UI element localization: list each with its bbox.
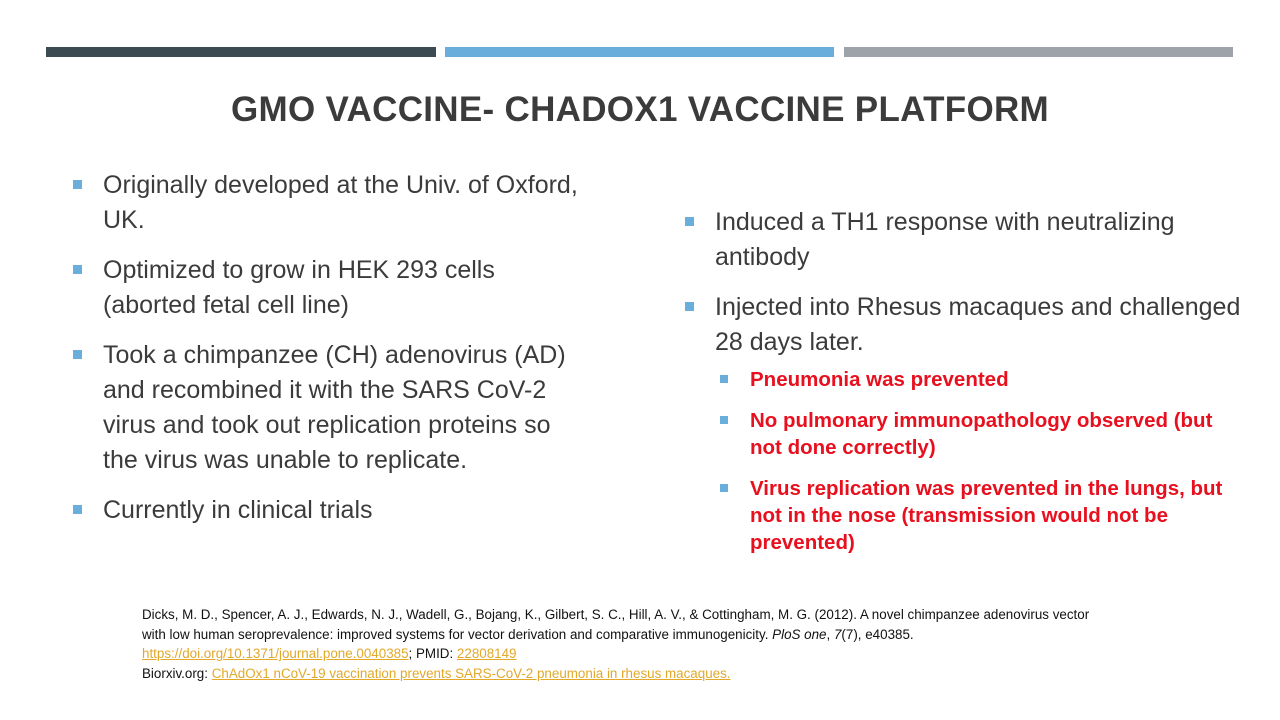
left-column bbox=[70, 168, 590, 543]
bullet-square-icon bbox=[73, 265, 82, 274]
bullet-text: Originally developed at the Univ. of Oxford, UK. bbox=[103, 171, 578, 234]
header-bar-blue bbox=[445, 47, 834, 57]
reference-citation: Dicks, M. D., Spencer, A. J., Edwards, N. J., Wadell, G., Bojang, K., Gilbert, S. C., Hill, A. V., & Cottingham, M. G. (2012). A novel chimpanzee adenovirus vector with low human seroprevalence: improved systems for vector derivation and comparative immunogenicity. bbox=[142, 607, 1090, 642]
header-bar-gray bbox=[844, 47, 1233, 57]
bullet-item bbox=[70, 168, 590, 238]
header-bar-dark bbox=[46, 47, 436, 57]
bullet-text: Optimized to grow in HEK 293 cells (aborted fetal cell line) bbox=[103, 256, 495, 319]
pmid-label: ; PMID: bbox=[408, 646, 454, 661]
bullet-text: Currently in clinical trials bbox=[103, 496, 373, 524]
bullet-item bbox=[70, 493, 590, 528]
reference-dicks: Dicks, M. D., Spencer, A. J., Edwards, N. J., Wadell, G., Bojang, K., Gilbert, S. C., Hill, A. V., & Cottingham, M. G. (2012). A novel chimpanzee adenovirus vector with low human seroprevalence: improved systems for vector derivation and comparative immunogenicity. PloS one, 7(7), e40385. https://doi.org/10.1371/journal.pone.0040385; PMID: 22808149 bbox=[142, 607, 1090, 661]
reference-biorxiv bbox=[142, 664, 1102, 684]
biorxiv-link[interactable]: ChAdOx1 nCoV-19 vaccination prevents SARS-CoV-2 pneumonia in rhesus macaques. bbox=[211, 665, 731, 681]
reference-volume: 7 bbox=[833, 626, 842, 642]
bullet-square-icon bbox=[73, 505, 82, 514]
bullet-item bbox=[70, 338, 590, 478]
bullet-item bbox=[682, 205, 1242, 275]
sub-bullet-text: Virus replication was prevented in the lungs, but not in the nose (transmission would not be prevented) bbox=[750, 477, 1223, 554]
biorxiv-label: Biorxiv.org: bbox=[142, 665, 208, 681]
bullet-text: Took a chimpanzee (CH) adenovirus (AD) and recombined it with the SARS CoV-2 virus and took out replication proteins so the virus was unable to replicate. bbox=[103, 341, 566, 474]
bullet-text: Induced a TH1 response with neutralizing antibody bbox=[715, 208, 1175, 271]
right-column bbox=[682, 205, 1242, 570]
reference-issue-pages: (7), e40385. bbox=[841, 626, 914, 642]
bullet-item bbox=[70, 253, 590, 323]
references bbox=[142, 605, 1102, 683]
bullet-square-icon bbox=[720, 375, 728, 383]
bullet-square-icon bbox=[720, 416, 728, 424]
bullet-square-icon bbox=[73, 180, 82, 189]
sub-bullet-text: No pulmonary immunopathology observed (but not done correctly) bbox=[750, 409, 1213, 459]
bullet-square-icon bbox=[685, 217, 694, 226]
sub-bullet-item bbox=[717, 475, 1242, 556]
bullet-item bbox=[682, 290, 1242, 360]
pmid-link[interactable]: 22808149 bbox=[456, 646, 517, 661]
bullet-square-icon bbox=[73, 350, 82, 359]
doi-link[interactable]: https://doi.org/10.1371/journal.pone.0040385 bbox=[142, 646, 409, 661]
sub-bullet-item bbox=[717, 407, 1242, 461]
sub-bullet-text: Pneumonia was prevented bbox=[750, 368, 1009, 391]
slide-title: GMO VACCINE- CHADOX1 VACCINE PLATFORM bbox=[230, 90, 1050, 129]
bullet-square-icon bbox=[720, 484, 728, 492]
bullet-square-icon bbox=[685, 302, 694, 311]
sub-bullet-item bbox=[717, 366, 1242, 393]
reference-journal: PloS one bbox=[772, 626, 827, 642]
bullet-text: Injected into Rhesus macaques and challenged 28 days later. bbox=[715, 293, 1241, 356]
